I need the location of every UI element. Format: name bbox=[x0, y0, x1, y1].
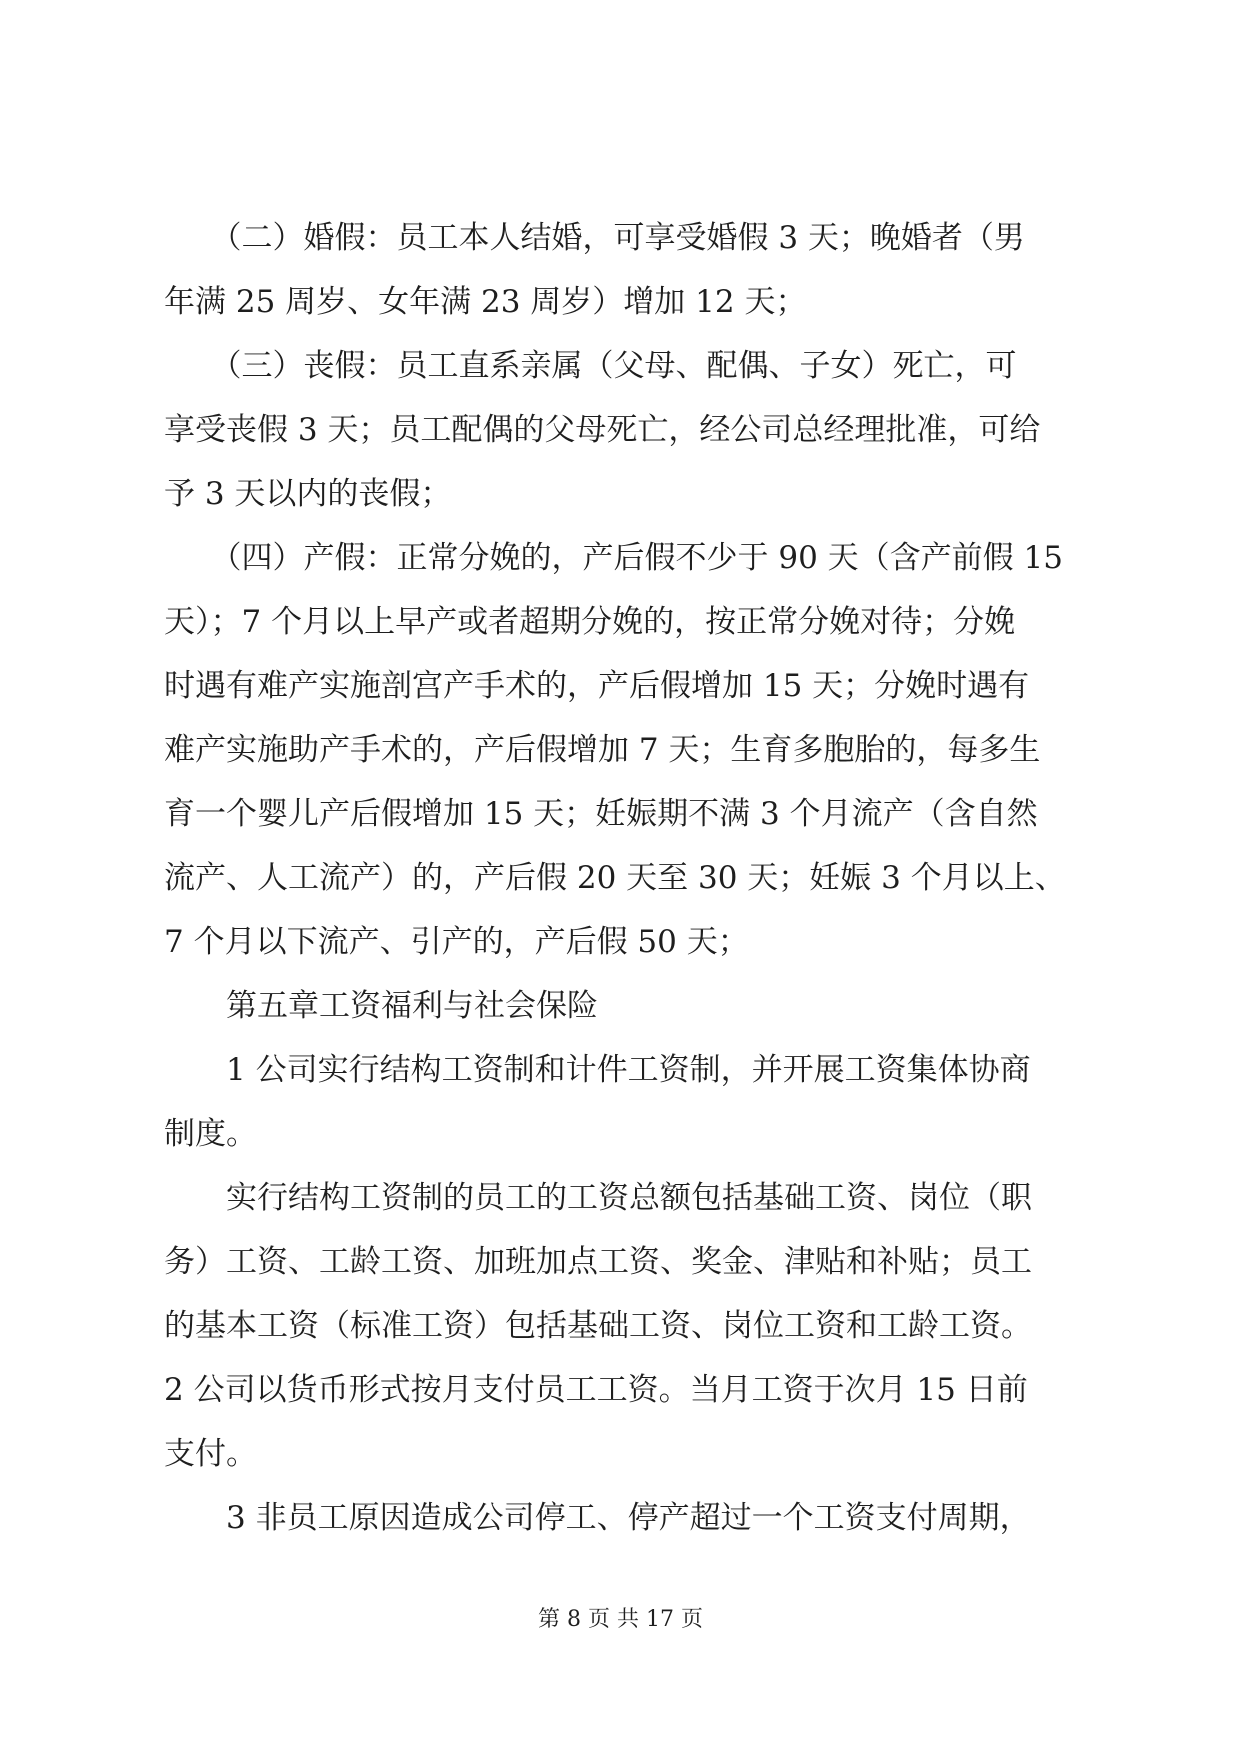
text-line: 制度。 bbox=[164, 1116, 257, 1152]
text-line: 第五章工资福利与社会保险 bbox=[164, 988, 598, 1024]
text-line: 时遇有难产实施剖宫产手术的，产后假增加 15 天；分娩时遇有 bbox=[164, 668, 1030, 704]
text-line: 2 公司以货币形式按月支付员工工资。当月工资于次月 15 日前 bbox=[164, 1372, 1028, 1408]
text-line: 天）；7 个月以上早产或者超期分娩的，按正常分娩对待；分娩 bbox=[164, 604, 1016, 640]
page-footer: 第 8 页 共 17 页 bbox=[538, 1607, 703, 1632]
text-line: 流产、人工流产）的，产后假 20 天至 30 天；妊娠 3 个月以上、 bbox=[164, 860, 1066, 896]
text-line: 予 3 天以内的丧假； bbox=[164, 476, 452, 512]
text-line: 的基本工资（标准工资）包括基础工资、岗位工资和工龄工资。 bbox=[164, 1308, 1032, 1344]
text-line: 务）工资、工龄工资、加班加点工资、奖金、津贴和补贴；员工 bbox=[164, 1244, 1032, 1280]
text-line: 实行结构工资制的员工的工资总额包括基础工资、岗位（职 bbox=[164, 1180, 1032, 1216]
text-line: （二）婚假：员工本人结婚，可享受婚假 3 天；晚婚者（男 bbox=[164, 220, 1025, 256]
text-line: 育一个婴儿产后假增加 15 天；妊娠期不满 3 个月流产（含自然 bbox=[164, 796, 1038, 832]
text-line: 7 个月以下流产、引产的，产后假 50 天； bbox=[164, 924, 749, 960]
text-line: 享受丧假 3 天；员工配偶的父母死亡，经公司总经理批准，可给 bbox=[164, 412, 1041, 448]
text-line: 1 公司实行结构工资制和计件工资制，并开展工资集体协商 bbox=[164, 1052, 1031, 1088]
text-line: 3 非员工原因造成公司停工、停产超过一个工资支付周期， bbox=[164, 1500, 1031, 1536]
text-line: （三）丧假：员工直系亲属（父母、配偶、子女）死亡，可 bbox=[164, 348, 1017, 384]
text-line: 支付。 bbox=[164, 1436, 257, 1472]
text-line: 难产实施助产手术的，产后假增加 7 天；生育多胞胎的，每多生 bbox=[164, 732, 1041, 768]
text-line: （四）产假：正常分娩的，产后假不少于 90 天（含产前假 15 bbox=[164, 540, 1063, 576]
text-line: 年满 25 周岁、女年满 23 周岁）增加 12 天； bbox=[164, 284, 807, 320]
